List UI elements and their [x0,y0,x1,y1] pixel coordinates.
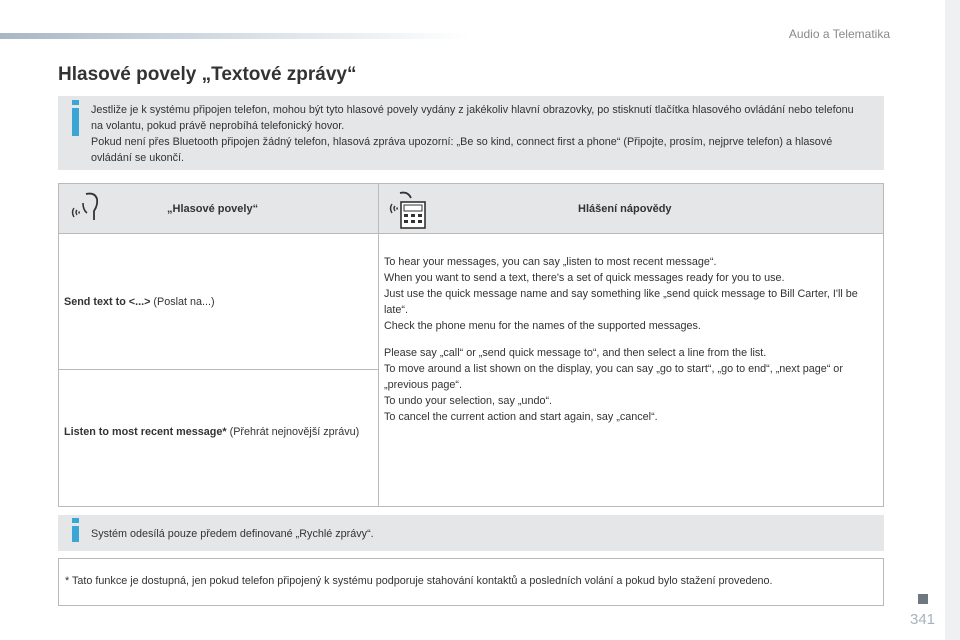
command-text [64,294,364,310]
header-help-messages [379,184,883,234]
info-text: Systém odesílá pouze předem definované „Rychlé zprávy“. [91,528,374,540]
info-paragraph: Jestliže je k systému připojen telefon, mohou být tyto hlasové povely vydány z jakékoliv hlavní obrazovky, po stisknutí tlačítka hlasového ovládání nebo telefonu na volantu, pokud právě neprobíhá telefonický hovor. [91,104,854,132]
command-cell-send-text [59,234,379,370]
header-help-label: Hlášení nápovědy [578,203,672,215]
help-text [384,254,863,436]
info-icon [72,108,79,136]
section-label: Audio a Telematika [788,27,890,41]
header-voice-commands [59,184,379,234]
help-line: To move around a list shown on the display, you can say „go to start“, „go to end“, „next page“ or „previous page“. [384,363,843,391]
help-line: To cancel the current action and start again, say „cancel“. [384,411,658,423]
info-box-connection [58,96,884,170]
help-paragraph [384,254,863,334]
help-line: Just use the quick message name and say something like „send quick message to Bill Carter, I'll be late“. [384,288,858,316]
command-name: Listen to most recent message* [64,426,227,438]
page-number: 341 [910,611,936,628]
help-line: Please say „call“ or „send quick message to“, and then select a line from the list. [384,347,767,359]
help-line: When you want to send a text, there's a set of quick messages ready for you to use. [384,272,785,284]
help-line: To hear your messages, you can say „listen to most recent message“. [384,256,717,268]
help-messages-cell [379,234,883,506]
header-voice-label: „Hlasové povely“ [167,203,259,215]
voice-command-icon [67,190,103,229]
page-title: Hlasové povely „Textové zprávy“ [58,64,357,85]
command-text [64,424,364,440]
footnote-box [58,558,884,606]
footnote-text: * Tato funkce je dostupná, jen pokud telefon připojený k systému podporuje stahování kontaktů a posledních volání a pokud bylo stažení provedeno. [65,575,773,587]
header-decorative-bar [0,33,470,39]
info-box-quick-messages [58,515,884,551]
info-icon [72,526,79,542]
page-marker [918,594,928,604]
help-line: Check the phone menu for the names of the supported messages. [384,320,701,332]
voice-commands-table [58,183,884,507]
info-text [91,102,864,166]
command-name: Send text to <...> [64,296,151,308]
command-translation: (Přehrát nejnovější zprávu) [226,426,360,438]
help-line: To undo your selection, say „undo“. [384,395,553,407]
info-paragraph: Pokud není přes Bluetooth připojen žádný telefon, hlasová zpráva upozorní: „Be so kind, connect first a phone“ (Připojte, prosím, nejprve telefon) a hlasové ovládání se ukončí. [91,136,833,164]
command-translation: (Poslat na...) [150,296,215,308]
help-paragraph [384,345,863,425]
page-edge-strip [945,0,960,640]
voice-help-keypad-icon [385,190,429,233]
command-cell-listen-recent [59,370,379,506]
